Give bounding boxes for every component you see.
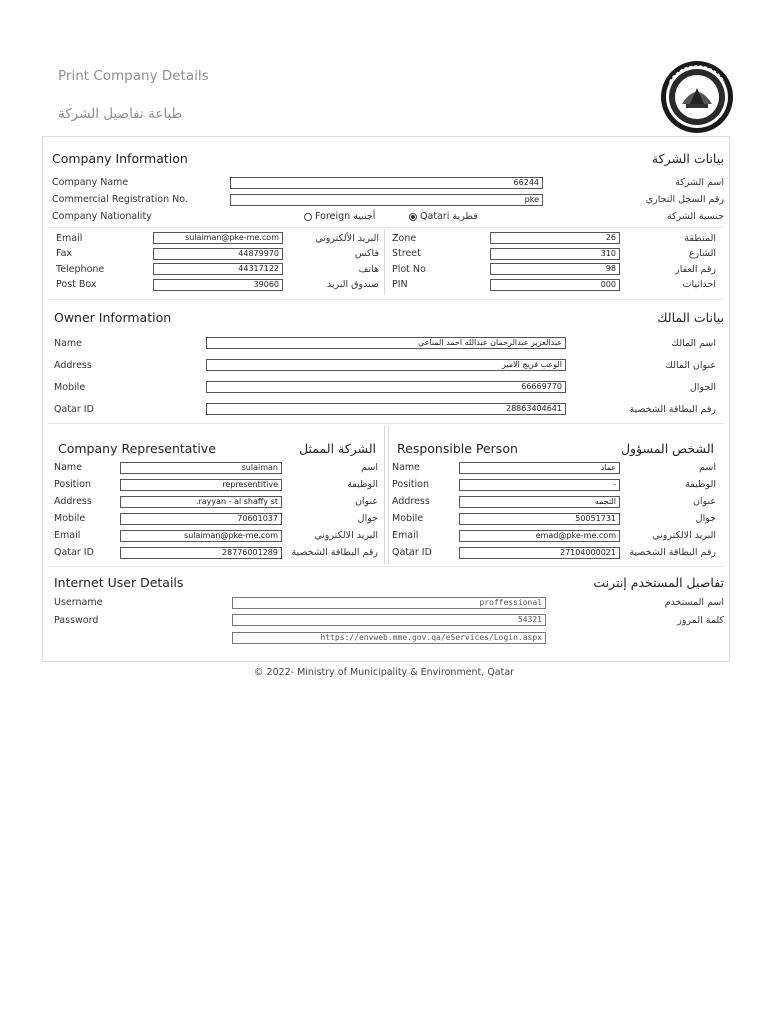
rep-address-label: Address [54,496,92,507]
resp-qatar-id-label: Qatar ID [392,547,432,558]
resp-name-label: Name [392,462,421,473]
company-street-field: 310 [490,248,620,260]
company-fax-field: 44879970 [153,248,283,260]
rep-mobile-label-arabic: جوال [357,513,378,524]
resp-position-label: Position [392,479,429,490]
resp-email-label: Email [392,530,419,541]
resp-position-field: - [459,479,620,491]
owner-name-label-arabic: اسم المالك [671,338,716,349]
rep-qatar-id-field: 28776001289 [120,547,282,559]
owner-info-title: Owner Information [54,310,172,325]
page-title-arabic: طباعة تفاصيل الشركة [58,106,183,122]
rep-name-label: Name [54,462,83,473]
company-nationality-label-arabic: جنسية الشركة [666,211,724,222]
rep-qatar-id-label-arabic: رقم البطاقة الشخصية [291,547,378,558]
company-info-title: Company Information [52,151,188,166]
divider [48,423,724,424]
company-plot-label-arabic: رقم العقار [675,264,716,275]
company-fax-label-arabic: فاكس [354,248,379,259]
internet-user-title-arabic: تفاصيل المستخدم إنترنت [593,575,724,590]
resp-name-field: عماد [459,462,620,474]
ministry-emblem-logo [660,60,734,134]
company-plot-field: 98 [490,263,620,275]
company-zone-label: Zone [392,233,417,244]
resp-address-field: التجمه [459,496,620,508]
owner-name-label: Name [54,338,83,349]
commercial-registration-label: Commercial Registration No. [52,194,188,205]
rep-email-field: sulaiman@pke-me.com [120,530,282,542]
company-pin-field: 000 [490,279,620,291]
username-field: proffessional [232,597,546,609]
password-label-arabic: كلمة المرور [677,615,724,626]
owner-address-field: الوعب فريج الامير [206,359,566,371]
qatari-option[interactable] [409,211,478,222]
resp-name-label-arabic: اسم [699,462,716,473]
qatari-radio[interactable] [409,213,417,221]
owner-info-title-arabic: بيانات المالك [657,310,724,325]
password-field: 54321 [232,614,546,626]
rep-address-field: .rayyan - al shaffy st [120,496,282,508]
rep-position-label-arabic: الوظيفة [347,479,378,490]
page-title: Print Company Details [58,68,209,84]
company-plot-label: Plot No [392,264,426,275]
divider [48,227,724,228]
resp-position-label-arabic: الوظيفة [685,479,716,490]
rep-email-label-arabic: البريد الالكتروني [314,530,378,541]
company-email-label-arabic: البريد الألكتروني [315,233,379,244]
rep-mobile-label: Mobile [54,513,86,524]
rep-name-label-arabic: اسم [361,462,378,473]
responsible-title: Responsible Person [397,441,518,456]
resp-address-label-arabic: عنوان [692,496,716,507]
company-postbox-field: 39060 [153,279,283,291]
rep-address-label-arabic: عنوان [354,496,378,507]
company-telephone-label-arabic: هاتف [358,264,379,275]
rep-name-field: sulaiman [120,462,282,474]
company-street-label-arabic: الشارع [688,248,716,259]
company-nationality-label: Company Nationality [52,211,152,222]
company-email-field: sulaiman@pke-me.com [153,232,283,244]
rep-position-field: representitive [120,479,282,491]
username-label-arabic: اسم المستخدم [664,597,724,608]
company-name-field: 66244 [230,177,543,189]
internet-user-title: Internet User Details [54,575,184,590]
commercial-registration-field: pke [230,194,543,206]
column-separator [384,229,385,295]
column-separator [384,425,385,565]
rep-qatar-id-label: Qatar ID [54,547,94,558]
foreign-option-label: Foreign أجنبية [315,211,376,222]
username-label: Username [54,597,103,608]
rep-mobile-field: 70601037 [120,513,282,525]
company-telephone-field: 44317122 [153,263,283,275]
owner-qatar-id-field: 28863404641 [206,403,566,415]
company-postbox-label: Post Box [56,279,97,290]
login-url-field: https://envweb.mme.gov.qa/eServices/Login.aspx [232,632,546,644]
company-telephone-label: Telephone [56,264,105,275]
foreign-radio[interactable] [304,213,312,221]
company-street-label: Street [392,248,421,259]
company-postbox-label-arabic: صندوق البريد [326,279,379,290]
representative-title-arabic: الشركة الممثل [299,441,376,456]
responsible-title-arabic: الشخص المسؤول [620,441,714,456]
owner-qatar-id-label-arabic: رقم البطاقة الشخصية [629,404,716,415]
resp-mobile-label: Mobile [392,513,424,524]
owner-address-label: Address [54,360,92,371]
qatari-option-label: Qatari قطرية [420,211,478,222]
company-pin-label: PIN [392,279,408,290]
foreign-option[interactable] [304,211,375,222]
divider [48,566,724,567]
column-separator [388,425,389,565]
resp-qatar-id-field: 27104000021 [459,547,620,559]
company-zone-label-arabic: المنطقة [684,233,716,244]
divider [48,299,724,300]
commercial-registration-label-arabic: رقم السجل التجاري [645,194,724,205]
company-zone-field: 26 [490,232,620,244]
resp-address-label: Address [392,496,430,507]
owner-address-label-arabic: عنوان المالك [665,360,716,371]
rep-position-label: Position [54,479,91,490]
representative-title: Company Representative [58,441,216,456]
company-pin-label-arabic: احداثيات [682,279,716,290]
owner-mobile-label: Mobile [54,382,86,393]
resp-email-label-arabic: البريد الالكتروني [652,530,716,541]
resp-email-field: emad@pke-me.com [459,530,620,542]
rep-email-label: Email [54,530,81,541]
owner-mobile-label-arabic: الجوال [689,382,716,393]
resp-mobile-label-arabic: جوال [695,513,716,524]
company-email-label: Email [56,233,83,244]
company-name-label-arabic: اسم الشركة [675,177,724,188]
resp-mobile-field: 50051731 [459,513,620,525]
password-label: Password [54,615,99,626]
owner-qatar-id-label: Qatar ID [54,404,94,415]
company-info-title-arabic: بيانات الشركة [651,151,724,166]
copyright-footer: © 2022- Ministry of Municipality & Environment, Qatar [253,667,515,678]
owner-mobile-field: 66669770 [206,381,566,393]
company-name-label: Company Name [52,177,129,188]
owner-name-field: عبدالعزيز عبدالرحمان عبدالله احمد المناعي [206,337,566,349]
resp-qatar-id-label-arabic: رقم البطاقة الشخصية [629,547,716,558]
company-fax-label: Fax [56,248,73,259]
